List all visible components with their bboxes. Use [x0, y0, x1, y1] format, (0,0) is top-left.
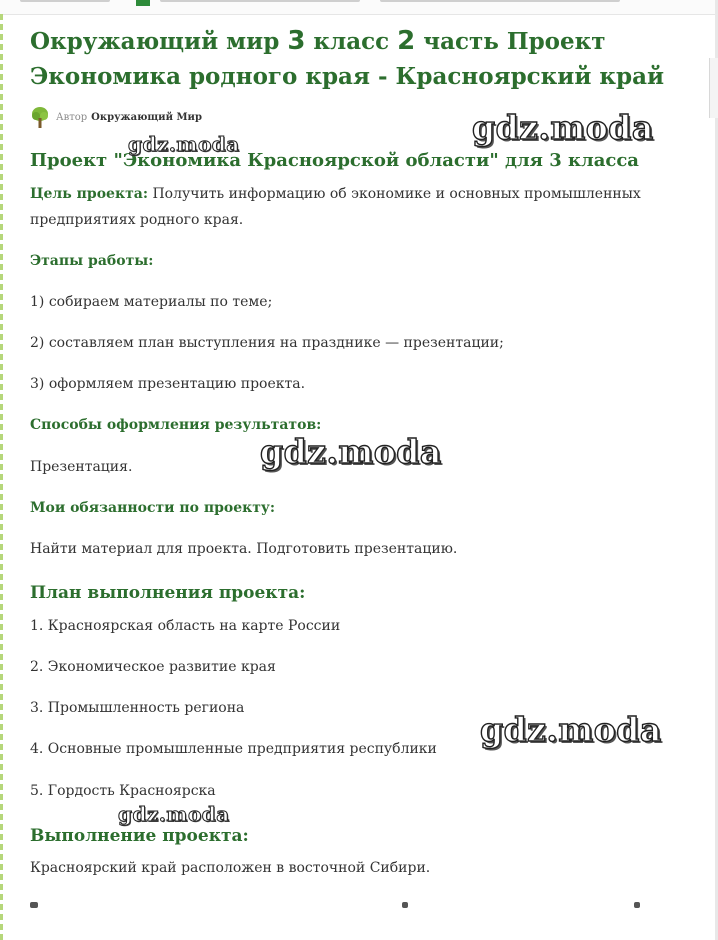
plan-item: 2. Экономическое развитие края	[30, 659, 276, 675]
left-decorative-border	[0, 14, 3, 940]
cutoff-fragment	[20, 0, 110, 2]
watermark: gdz.moda	[480, 710, 662, 749]
duties-text: Найти материал для проекта. Подготовить презентацию.	[30, 541, 458, 557]
watermark: gdz.moda	[472, 108, 654, 147]
results-label: Способы оформления результатов:	[30, 417, 322, 433]
goal-label: Цель проекта:	[30, 186, 148, 202]
watermark: gdz.moda	[128, 132, 240, 156]
title-text: Окружающий мир	[30, 28, 288, 55]
title-number: 2	[397, 26, 416, 56]
plan-item: 3. Промышленность региона	[30, 700, 245, 716]
cutoff-next-line	[30, 898, 690, 912]
plan-heading: План выполнения проекта:	[30, 583, 306, 603]
title-number: 3	[287, 26, 306, 56]
plan-item: 4. Основные промышленные предприятия республики	[30, 741, 437, 757]
article-heading: Проект "Экономика Красноярской области" для 3 класса	[30, 150, 639, 171]
duties-label: Мои обязанности по проекту:	[30, 500, 276, 516]
stage-item: 3) оформляем презентацию проекта.	[30, 376, 306, 392]
execution-text: Красноярский край расположен в восточной Сибири.	[30, 860, 431, 876]
goal-text: Получить информацию об экономике и основных промышленных предприятиях родного края.	[30, 186, 641, 228]
title-text: часть Проект	[415, 28, 606, 55]
page-title	[30, 24, 690, 94]
watermark: gdz.moda	[118, 802, 230, 826]
results-text: Презентация.	[30, 459, 133, 475]
scrollbar-fragment[interactable]	[709, 58, 718, 118]
plan-item: 1. Красноярская область на карте России	[30, 618, 341, 634]
author-name[interactable]: Окружающий Мир	[91, 111, 202, 123]
plan-item: 5. Гордость Красноярска	[30, 783, 216, 799]
author-label: Автор	[56, 111, 88, 123]
watermark: gdz.moda	[260, 432, 442, 471]
execution-heading: Выполнение проекта:	[30, 826, 249, 846]
cutoff-fragment	[380, 0, 620, 2]
green-square-icon	[136, 0, 150, 6]
cutoff-fragment	[160, 0, 360, 2]
tree-icon	[30, 106, 50, 128]
stages-label: Этапы работы:	[30, 253, 154, 269]
title-text: класс	[305, 28, 398, 55]
stage-item: 2) составляем план выступления на празднике — презентации;	[30, 335, 504, 351]
stage-item: 1) собираем материалы по теме;	[30, 294, 273, 310]
title-text: Экономика родного края - Красноярский край	[30, 63, 665, 90]
top-cutoff-strip	[0, 0, 718, 15]
project-goal	[30, 181, 690, 233]
